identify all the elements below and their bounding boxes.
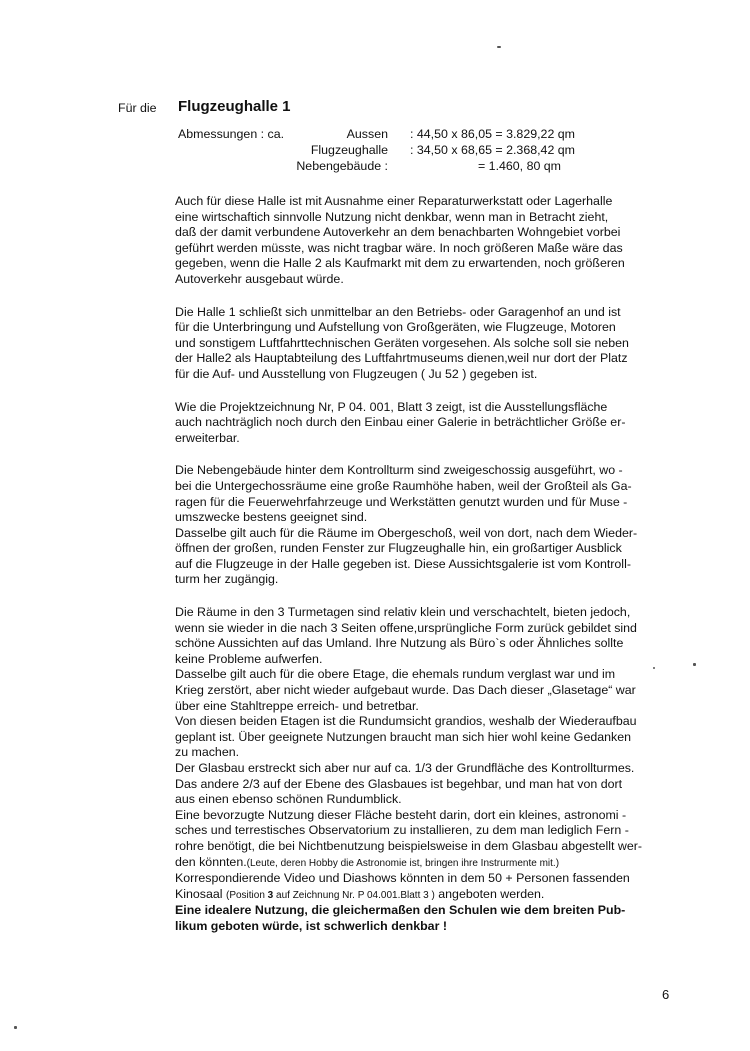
text-line: auch nachträglich noch durch den Einbau einer Galerie in beträchtlicher Größe er- xyxy=(175,415,626,430)
text-line: ragen für die Feuerwehrfahrzeuge und Werkstätten genutzt wurden und für Muse - xyxy=(175,494,628,509)
text-line: erweiterbar. xyxy=(175,430,240,445)
dimension-label: Flugzeughalle xyxy=(310,143,388,157)
drawing-reference: auf Zeichnung Nr. P 04.001.Blatt 3 ) xyxy=(273,889,435,901)
text-line: öffnen der großen, runden Fenster zur Flugzeughalle hin, ein großartiger Ausblick xyxy=(175,541,622,556)
text-line: wenn sie wieder in die nach 3 Seiten offene,ursprüngliche Form zurück gebildet sind xyxy=(175,620,637,635)
text-line: der Halle2 als Hauptabteilung des Luftfahrtmuseums dienen,weil nur dort der Platz xyxy=(175,351,628,366)
dimension-row xyxy=(178,127,618,143)
text-line: über eine Stahltreppe erreich- und betretbar. xyxy=(175,698,419,713)
text-line: Der Glasbau erstreckt sich aber nur auf ca. 1/3 der Grundfläche des Kontrollturmes. xyxy=(175,761,635,775)
dimension-label: Nebengebäude : xyxy=(296,159,388,173)
text-line: Dasselbe gilt auch für die Räume im Obergeschoß, weil von dort, nach dem Wieder- xyxy=(175,525,638,540)
text-line: umszwecke bestens geeignet sind. xyxy=(175,510,368,525)
conclusion-line: Eine idealere Nutzung, die gleichermaßen den Schulen wie dem breiten Pub- xyxy=(175,903,626,918)
paragraph xyxy=(175,304,629,383)
text-line xyxy=(175,855,615,872)
text-line: bei die Untergechossräume eine große Raumhöhe haben, weil der Großteil als Ga- xyxy=(175,478,632,493)
position-note: (Position xyxy=(225,889,268,901)
text-line: zu machen. xyxy=(175,745,240,760)
text-line: schöne Aussichten auf das Umland. Ihre Nutzung als Büro`s oder Ähnliches sollte xyxy=(175,636,624,651)
dimensions-lead: Abmessungen : ca. xyxy=(178,127,285,141)
text-line: rohre benötigt, die bei Nichtbenutzung beispielsweise in dem Glasbau abgestellt wer- xyxy=(175,838,642,853)
hall-title: Flugzeughalle 1 xyxy=(178,98,291,115)
text-line: Eine bevorzugte Nutzung dieser Fläche besteht darin, dort ein kleines, astronomi - xyxy=(175,807,627,822)
text-line: geplant ist. Über geeignete Nutzungen braucht man sich hier wohl keine Gedanken xyxy=(175,729,631,744)
text-line: turm her zugängig. xyxy=(175,572,279,587)
scan-speck xyxy=(497,46,501,48)
paragraph xyxy=(175,194,625,288)
text-line: für die Auf- und Ausstellung von Flugzeugen ( Ju 52 ) gegeben ist. xyxy=(175,366,538,381)
text-line: Dasselbe gilt auch für die obere Etage, die ehemals rundum verglast war und im xyxy=(175,667,616,682)
text-line: daß der damit verbundene Autoverkehr an dem benachbarten Wohngebiet vorbei xyxy=(175,225,621,240)
text-line xyxy=(175,887,615,904)
text-line: eine wirtschaftich sinnvolle Nutzung nicht denkbar, wenn man in Betracht zieht, xyxy=(175,209,609,224)
dimension-value: : 44,50 x 86,05 = 3.829,22 qm xyxy=(410,127,575,141)
dimension-row xyxy=(178,143,618,159)
line-tail-text: angeboten werden. xyxy=(434,886,545,901)
text-line: Die Räume in den 3 Turmetagen sind relativ klein und verschachtelt, bieten jedoch, xyxy=(175,605,631,620)
conclusion-line: likum geboten würde, ist schwerlich denkbar ! xyxy=(175,918,447,933)
dimension-value: : 34,50 x 68,65 = 2.368,42 qm xyxy=(410,143,575,157)
for-label: Für die xyxy=(118,101,157,115)
scan-speck xyxy=(14,1026,17,1029)
dimension-value: = 1.460, 80 qm xyxy=(478,159,562,173)
scan-speck xyxy=(693,663,696,666)
text-line: Die Nebengebäude hinter dem Kontrollturm sind zweigeschossig ausgeführt, wo - xyxy=(175,463,623,478)
parenthetical-note: (Leute, deren Hobby die Astronomie ist, bringen ihre Instrurmente mit.) xyxy=(246,857,560,869)
scan-speck xyxy=(653,667,655,669)
text-line: Autoverkehr ausgebaut würde. xyxy=(175,271,344,286)
text-line: und sonstigem Luftfahrttechnischen Geräten vorgesehen. Als solche soll sie neben xyxy=(175,335,629,350)
text-line: aus einen ebenso schönen Rundumblick. xyxy=(175,792,402,807)
text-line: Auch für diese Halle ist mit Ausnahme einer Reparaturwerkstatt oder Lagerhalle xyxy=(175,194,613,208)
line-main-text: den könnten. xyxy=(175,854,247,869)
text-line: keine Probleme aufwerfen. xyxy=(175,651,323,666)
text-line: Die Halle 1 schließt sich unmittelbar an den Betriebs- oder Garagenhof an und ist xyxy=(175,304,621,319)
position-number: 3 xyxy=(267,889,274,901)
text-line: Von diesen beiden Etagen ist die Rundumsicht grandios, weshalb der Wiederaufbau xyxy=(175,714,637,729)
text-line: gegeben, wenn die Halle 2 als Kaufmarkt mit dem zu erwartenden, noch größeren xyxy=(175,256,625,271)
text-line: Das andere 2/3 auf der Ebene des Glasbaues ist begehbar, und man hat von dort xyxy=(175,776,623,791)
text-line: Wie die Projektzeichnung Nr, P 04. 001, Blatt 3 zeigt, ist die Ausstellungsfläche xyxy=(175,399,608,414)
paragraph xyxy=(175,605,642,934)
line-main-text: Kinosaal xyxy=(175,886,226,901)
text-line: sches und terrestisches Observatorium zu installieren, zu dem man lediglich Fern - xyxy=(175,823,629,838)
text-line: Krieg zerstört, aber nicht wieder aufgebaut wurde. Das Dach dieser „Glasetage“ war xyxy=(175,683,636,698)
text-line: Korrespondierende Video und Diashows könnten in dem 50 + Personen fassenden xyxy=(175,871,630,886)
paragraph xyxy=(175,399,626,447)
paragraph xyxy=(175,463,638,588)
text-line: auf die Flugzeuge in der Halle gegeben ist. Diese Aussichtsgalerie ist vom Kontroll- xyxy=(175,556,631,571)
body-text xyxy=(175,194,642,952)
dimension-row xyxy=(178,159,618,175)
dimensions-block xyxy=(178,127,618,175)
page-number: 6 xyxy=(662,987,670,1002)
text-line: geführt werden müsste, was nicht tragbar wäre. In noch größeren Maße wäre das xyxy=(175,240,623,255)
dimension-label: Aussen xyxy=(346,127,388,141)
text-line: für die Unterbringung und Aufstellung von Großgeräten, wie Flugzeuge, Motoren xyxy=(175,320,616,335)
